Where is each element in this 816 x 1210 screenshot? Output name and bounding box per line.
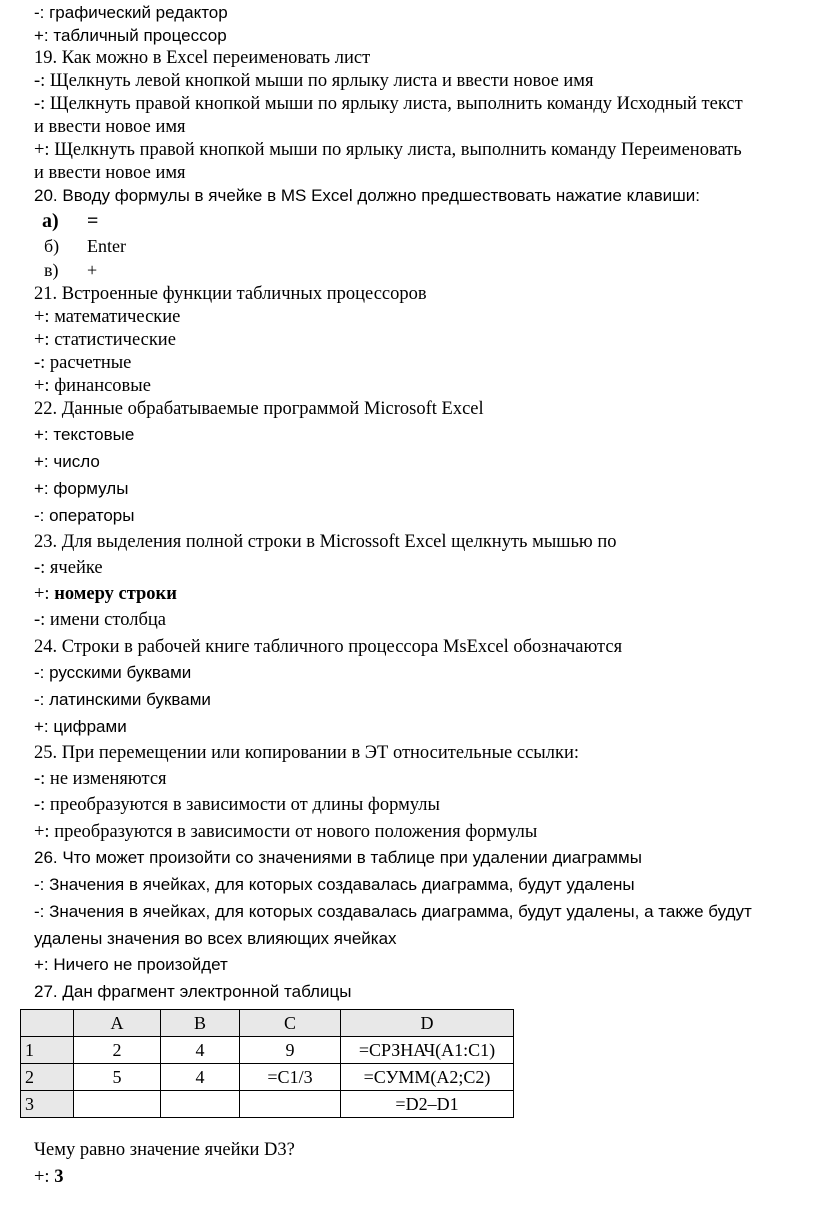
answer-line: -: операторы [34,506,135,525]
corner-cell [21,1010,74,1037]
answer-prefix: +: [34,584,55,604]
question-22: 22. Данные обрабатываемые программой Microsoft Excel [34,399,484,419]
question-25: 25. При перемещении или копировании в ЭТ относительные ссылки: [34,743,580,763]
cell-b2: 4 [161,1064,240,1091]
answer-line: -: Щелкнуть правой кнопкой мыши по ярлыку листа, выполнить команду Исходный текст [34,94,743,114]
cell-a3 [74,1091,161,1118]
column-header-b: B [161,1010,240,1037]
cell-d2: =СУММ(A2;C2) [341,1064,514,1091]
question-23: 23. Для выделения полной строки в Microssoft Excel щелкнуть мышью по [34,532,617,552]
answer-line: +: Ничего не произойдет [34,955,228,974]
answer-line-correct [34,1166,63,1188]
answer-line: +: статистические [34,330,176,350]
column-header-a: A [74,1010,161,1037]
option-letter: б) [44,236,60,256]
answer-line: -: не изменяются [34,769,167,789]
option-text: = [87,210,99,232]
answer-line: -: имени столбца [34,610,166,630]
cell-b1: 4 [161,1037,240,1064]
answer-line-cont: удалены значения во всех влияющих ячейках [34,929,397,948]
answer-line: +: текстовые [34,425,135,444]
option-text: Enter [87,236,126,256]
question-27-prompt: Чему равно значение ячейки D3? [34,1140,295,1160]
answer-line: +: формулы [34,479,129,498]
answer-line-correct [34,583,177,605]
option-letter: а) [42,210,59,232]
cell-c3 [240,1091,341,1118]
row-header: 1 [21,1037,74,1064]
table-row [21,1037,514,1064]
cell-c2: =C1/3 [240,1064,341,1091]
answer-line: -: латинскими буквами [34,690,211,709]
question-26: 26. Что может произойти со значениями в таблице при удалении диаграммы [34,848,642,867]
answer-value: 3 [54,1167,64,1187]
answer-line: -: Значения в ячейках, для которых создавалась диаграмма, будут удалены [34,875,635,894]
answer-line: -: графический редактор [34,3,228,22]
cell-c1: 9 [240,1037,341,1064]
question-20: 20. Вводу формулы в ячейке в MS Excel должно предшествовать нажатие клавиши: [34,186,700,205]
answer-line: -: Значения в ячейках, для которых создавалась диаграмма, будут удалены, а также будут [34,902,752,921]
answer-line: +: финансовые [34,376,151,396]
answer-prefix: +: [34,1167,55,1187]
table-header-row [21,1010,514,1037]
question-19: 19. Как можно в Excel переименовать лист [34,48,371,68]
table-row [21,1091,514,1118]
row-header: 3 [21,1091,74,1118]
answer-line: -: ячейке [34,558,103,578]
answer-line: -: Щелкнуть левой кнопкой мыши по ярлыку листа и ввести новое имя [34,71,594,91]
answer-line: +: Щелкнуть правой кнопкой мыши по ярлыку листа, выполнить команду Переименовать [34,140,742,160]
cell-d1: =СРЗНАЧ(A1:C1) [341,1037,514,1064]
answer-line-cont: и ввести новое имя [34,117,186,137]
cell-d3: =D2–D1 [341,1091,514,1118]
column-header-d: D [341,1010,514,1037]
answer-line: -: русскими буквами [34,663,192,682]
answer-line-cont: и ввести новое имя [34,163,186,183]
question-21: 21. Встроенные функции табличных процессоров [34,284,427,304]
answer-line: +: преобразуются в зависимости от нового положения формулы [34,822,538,842]
column-header-c: C [240,1010,341,1037]
answer-line: +: цифрами [34,717,127,736]
answer-line: +: математические [34,307,181,327]
question-24: 24. Строки в рабочей книге табличного процессора MsExcel обозначаются [34,637,623,657]
answer-line: +: табличный процессор [34,26,227,45]
answer-line: +: число [34,452,100,471]
option-text: + [87,260,98,280]
cell-a1: 2 [74,1037,161,1064]
option-letter: в) [44,260,59,280]
answer-bold-text: номеру строки [54,584,177,604]
answer-line: -: преобразуются в зависимости от длины формулы [34,795,440,815]
question-27: 27. Дан фрагмент электронной таблицы [34,982,352,1001]
spreadsheet-fragment-table [20,1009,514,1118]
answer-line: -: расчетные [34,353,132,373]
cell-a2: 5 [74,1064,161,1091]
cell-b3 [161,1091,240,1118]
table-row [21,1064,514,1091]
row-header: 2 [21,1064,74,1091]
